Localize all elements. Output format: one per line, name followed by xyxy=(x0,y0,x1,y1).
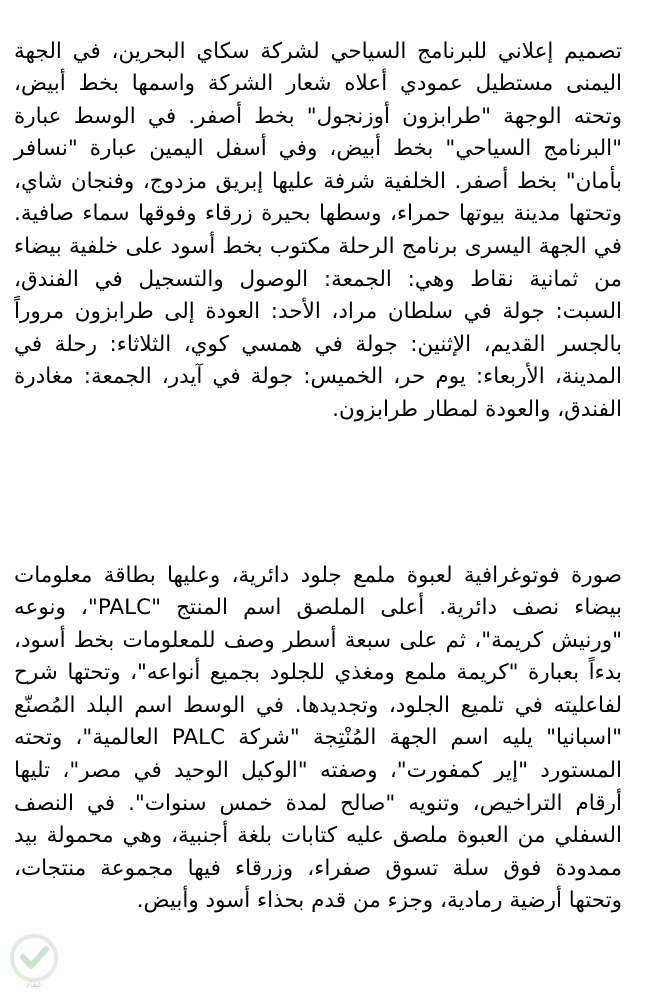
watermark-label: عفاد xyxy=(25,980,43,990)
paragraph-leather-polish: صورة فوتوغرافية لعبوة ملمع جلود دائرية، وعليها بطاقة معلومات بيضاء نصف دائرية. أعلى الملصق اسم المنتج "PALC"، ونوعه "ورنيش كريمة"، ثم على سبعة أسطر وصف للمعلومات بخط أسود، بدءاً بعبارة "كريمة ملمع ومغذي للجلود بجميع أنواعه"، وتحتها شرح لفاعليته في تلميع الجلود، وتجديدها. في الوسط اسم البلد المُصنّع "اسبانيا" يليه اسم الجهة المُنْتِجة "شركة PALC العالمية"، وتحته المستورد "إير كمفورت"، وصفته "الوكيل الوحيد في مصر"، تليها أرقام التراخيص، وتنويه "صالح لمدة خمس سنوات". في النصف السفلي من العبوة ملصق عليه كتابات بلغة أجنبية، وهي محمولة بيد ممدودة فوق سلة تسوق صفراء، وزرقاء فيها مجموعة منتجات، وتحتها أرضية رمادية، وجزء من قدم بحذاء أسود وأبيض. xyxy=(14,562,622,914)
paragraph-tourism-ad: تصميم إعلاني للبرنامج السياحي لشركة سكاي البحرين، في الجهة اليمنى مستطيل عمودي أعلاه شعار الشركة واسمها بخط أبيض، وتحته الوجهة "طرابزون أوزنجول" بخط أصفر. في الوسط عبارة "البرنامج السياحي" بخط أبيض، وفي أسفل اليمين عبارة "نسافر بأمان" بخط أصفر. الخلفية شرفة عليها إبريق مزدوج، وفنجان شاي، وتحتها مدينة بيوتها حمراء، وسطها بحيرة زرقاء وفوقها سماء صافية. في الجهة اليسرى برنامج الرحلة مكتوب بخط أسود على خلفية بيضاء من ثمانية نقاط وهي: الجمعة: الوصول والتسجيل في الفندق، السبت: جولة في سلطان مراد، الأحد: العودة إلى طرابزون مروراً بالجسر القديم، الإثنين: جولة في همسي كوي، الثلاثاء: رحلة في المدينة، الأربعاء: يوم حر، الخميس: جولة في آيدر، الجمعة: مغادرة الفندق، والعودة لمطار طرابزون. xyxy=(14,38,622,423)
watermark-logo xyxy=(2,930,66,994)
